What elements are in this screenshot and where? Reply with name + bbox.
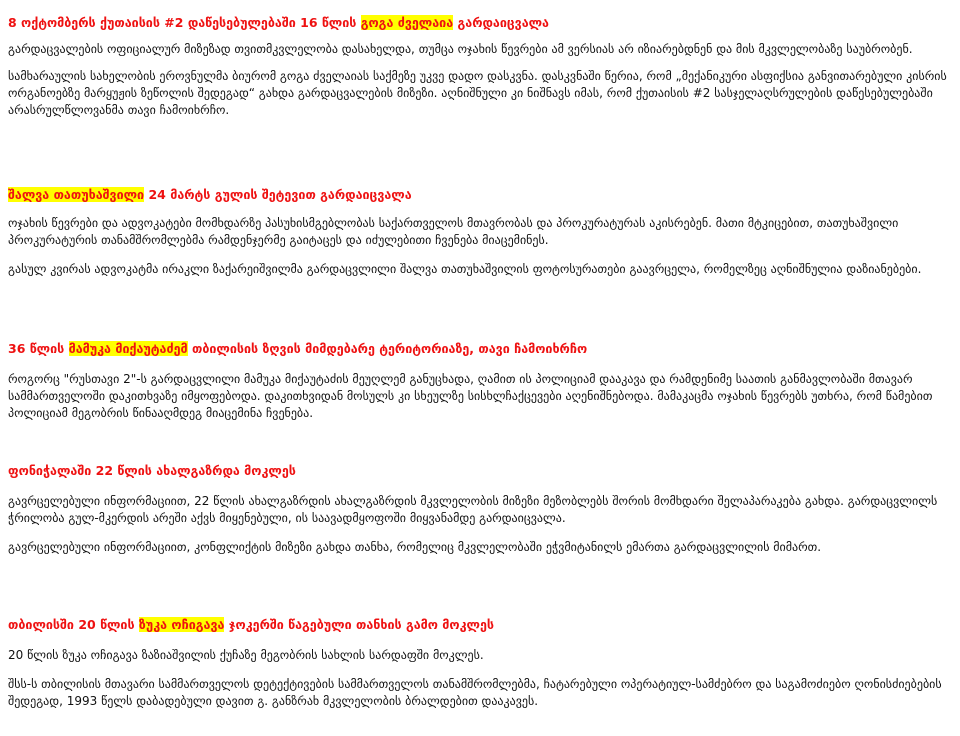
news-headline — [8, 340, 952, 357]
news-headline — [8, 616, 952, 633]
headline-highlighted-name: ზუკა ოჩიგავა — [138, 617, 225, 632]
headline-highlighted-name: გოგა ძველაია — [360, 15, 454, 30]
news-paragraph: 20 წლის ზუკა ოჩიგავა ზაზიაშვილის ქუჩაზე მეგობრის სახლის სარდაფში მოკლეს. — [8, 648, 484, 662]
news-item — [8, 14, 952, 119]
headline-highlighted-name: შალვა თათუხაშვილი — [8, 187, 145, 202]
news-paragraph: გავრცელებული ინფორმაციით, კონფლიქტის მიზეზი გახდა თანხა, რომელიც მკვლელობაში ეჭვმიტანილს ემართა გარდაცვლილის მიმართ. — [8, 540, 822, 554]
headline-text: 24 მარტს გულის შეტევით გარდაიცვალა — [144, 187, 412, 202]
headline-text: 8 ოქტომბერს ქუთაისის #2 დაწესებულებაში 16 წლის — [8, 15, 361, 30]
headline-text: ჯოკერში წაგებული თანხის გამო მოკლეს — [224, 617, 494, 632]
news-headline — [8, 14, 952, 31]
headline-highlighted-name: მამუკა მიქაუტაძემ — [68, 341, 188, 356]
news-paragraph: გავრცელებული ინფორმაციით, 22 წლის ახალგაზრდის ახალგაზრდის მკვლელობის მიზეზი მეზობლებს შორის მომხდარი შელაპარაკება გახდა. გარდაცვლილს ჭრილობა გულ-მკერდის არეში აქვს მიყენებული, ის საავადმყოფოში მიყვანამდე გარდაიცვალა. — [8, 494, 938, 525]
news-paragraph: გარდაცვალების ოფიციალურ მიზეზად თვითმკვლელობა დასახელდა, თუმცა ოჯახის წევრები ამ ვერსიას არ იზიარებდნენ და მის მკვლელობაზე საუბრობენ. — [8, 42, 913, 56]
headline-text: 36 წლის — [8, 341, 69, 356]
headline-text: ფონიჭალაში 22 წლის ახალგაზრდა მოკლეს — [8, 463, 296, 478]
headline-text: გარდაიცვალა — [453, 15, 549, 30]
news-item — [8, 340, 952, 422]
headline-text: თბილისში 20 წლის — [8, 617, 139, 632]
news-item — [8, 616, 952, 710]
news-paragraph: სამხარაულის სახელობის ეროვნულმა ბიურომ გოგა ძველაიას საქმეზე უკვე დადო დასკვნა. დასკვნაში წერია, რომ „მექანიკური ასფიქსია განვითარებული კისრის ორგანოებზე მარყუჟის ზეწოლის შედეგად“ გახდა გარდაცვალების მიზეზი. აღნიშნული კი ნიშნავს იმას, რომ ქუთაისის #2 სასჯელაღსრულების დაწესებულებაში არასრულწლოვანმა თავი ჩამოიხრჩო. — [8, 69, 947, 117]
news-item — [8, 462, 952, 556]
news-headline — [8, 462, 952, 479]
news-item — [8, 186, 952, 278]
news-paragraph: ოჯახის წევრები და ადვოკატები მომხდარზე პასუხისმგებლობას საქართველოს მთავრობას და პროკურატურას აკისრებენ. მათი მტკიცებით, თათუხაშვილი პროკურატურის თანამშრომლებმა რამდენჯერმე გაიტაცეს და იძულებითი ჩვენება მიაცემინეს. — [8, 216, 899, 247]
news-paragraph: შსს-ს თბილისის მთავარი სამმართველოს დეტექტივების სამმართველოს თანამშრომლებმა, ჩატარებული ოპერატიულ-სამძებრო და საგამოძიებო ღონისძიებების შედეგად, 1993 წელს დაბადებული დავით გ. განზრახ მკვლელობის ბრალდებით დააკავეს. — [8, 677, 942, 708]
headline-text: თბილისის ზღვის მიმდებარე ტერიტორიაზე, თავი ჩამოიხრჩო — [187, 341, 588, 356]
news-paragraph: გასულ კვირას ადვოკატმა ირაკლი ზაქარეიშვილმა გარდაცვლილი შალვა თათუხაშვილის ფოტოსურათები გაავრცელა, რომელზეც აღნიშნულია დაზიანებები. — [8, 262, 922, 276]
news-headline — [8, 186, 952, 203]
news-paragraph: როგორც "რუსთავი 2"-ს გარდაცვლილი მამუკა მიქაუტაძის მეუღლემ განუცხადა, ღამით ის პოლიციამ დააკავა და რამდენიმე საათის განმავლობაში მთავარ სამმართველოში დაკითხვაზე იმყოფებოდა. დაკითხვიდან მოსულს კი სხეულზე სისხლჩაქცევები აღენიშნებოდა. მამაკაცმა ოჯახის წევრებს უთხრა, რომ წამებით პოლიციამ მეგობრის წინააღმდეგ მიაცემინა ჩვენება. — [8, 372, 933, 420]
